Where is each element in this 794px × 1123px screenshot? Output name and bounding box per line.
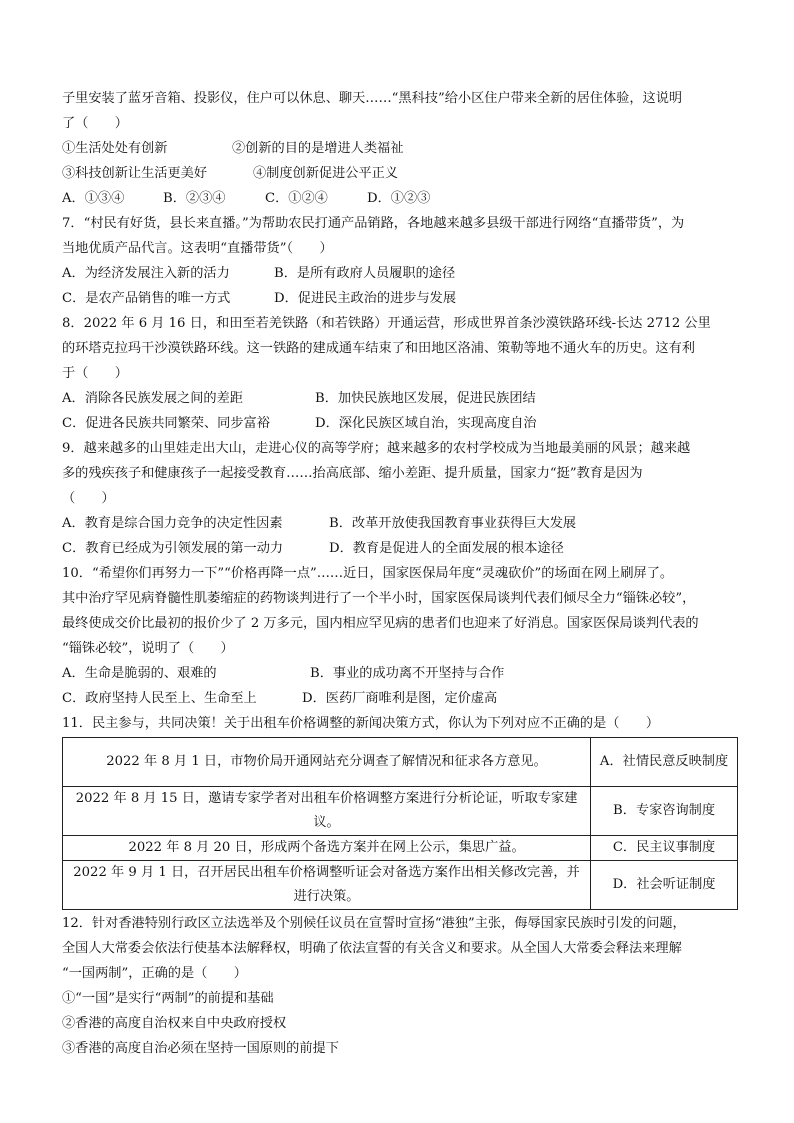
q9-stem-line1: 9．越来越多的山里娃走出大山，走进心仪的高等学府；越来越多的农村学校成为当地最美丽的风景；越来越 bbox=[62, 441, 691, 456]
q6-stem-line1: 子里安装了蓝牙音箱、投影仪，住户可以休息、聊天……“黑科技”给小区住户带来全新的居住体验，这说明 bbox=[62, 91, 683, 106]
q8-stem-line3: 于（ ） bbox=[62, 366, 128, 381]
q9-options-row1 bbox=[62, 511, 752, 536]
q6-options bbox=[62, 186, 752, 211]
q12-item-1: ①“一国”是实行“两制”的前提和基础 bbox=[62, 991, 274, 1006]
q8-option-a[interactable]: A．消除各民族发展之间的差距 bbox=[62, 391, 243, 406]
q9-stem-line3: （ ） bbox=[62, 491, 115, 506]
q6-item-3: ③科技创新让生活更美好 bbox=[62, 166, 208, 181]
q7-option-b[interactable]: B．是所有政府人员履职的途径 bbox=[274, 266, 456, 281]
q11-stem: 11．民主参与，共同决策！关于出租车价格调整的新闻决策方式，你认为下列对应不正确的是（ ） bbox=[62, 716, 660, 731]
q8-stem-line1: 8．2022 年 6 月 16 日，和田至若羌铁路（和若铁路）开通运营，形成世界首条沙漠铁路环线-长达 2712 公里 bbox=[62, 316, 711, 331]
q9-option-d[interactable]: D．教育是促进人的全面发展的根本途径 bbox=[329, 541, 564, 556]
q6-option-d[interactable]: D．①②③ bbox=[367, 191, 431, 206]
q7-stem-line2: 当地优质产品代言。这表明“直播带货”（ ） bbox=[62, 241, 333, 256]
q7-stem-line1: 7．“村民有好货，县长来直播。”为帮助农民打通产品销路，各地越来越多县级干部进行网络“直播带货”，为 bbox=[62, 216, 685, 231]
q8-option-d[interactable]: D．深化民族区域自治，实现高度自治 bbox=[315, 416, 537, 431]
q8-options-row1 bbox=[62, 386, 752, 411]
q6-item-1: ①生活处处有创新 bbox=[62, 141, 168, 156]
q8-option-b[interactable]: B．加快民族地区发展，促进民族团结 bbox=[315, 391, 536, 406]
q7-option-c[interactable]: C．是农产品销售的唯一方式 bbox=[62, 291, 231, 306]
q8-options-row2 bbox=[62, 411, 752, 436]
q6-item-4: ④制度创新促进公平正义 bbox=[253, 166, 399, 181]
table-row bbox=[63, 836, 738, 861]
q11-row2-option[interactable]: B．专家咨询制度 bbox=[591, 787, 738, 836]
q9-stem-line2: 多的残疾孩子和健康孩子一起接受教育……抬高底部、缩小差距、提升质量，国家力“挺”教育是因为 bbox=[62, 466, 643, 481]
q7-options-row1 bbox=[62, 261, 752, 286]
q10-options-row1 bbox=[62, 661, 752, 686]
q10-option-d[interactable]: D．医药厂商唯利是图，定价虚高 bbox=[302, 691, 498, 706]
q6-item-2: ②创新的目的是增进人类福祉 bbox=[232, 141, 404, 156]
q6-items-row2 bbox=[62, 161, 752, 186]
q12-stem-line2: 全国人大常委会依法行使基本法解释权，明确了依法宣誓的有关含义和要求。从全国人大常委会释法来理解 bbox=[62, 941, 682, 956]
q12-stem-line3: “一国两制”，正确的是（ ） bbox=[62, 966, 247, 981]
q11-row1-option[interactable]: A．社情民意反映制度 bbox=[591, 738, 738, 787]
q10-stem-line2: 其中治疗罕见病脊髓性肌萎缩症的药物谈判进行了一个半小时，国家医保局谈判代表们倾尽全力“锱铢必较”， bbox=[62, 591, 696, 606]
q10-option-c[interactable]: C．政府坚持人民至上、生命至上 bbox=[62, 691, 257, 706]
q11-row3-desc: 2022 年 8 月 20 日，形成两个备选方案并在网上公示，集思广益。 bbox=[63, 836, 591, 861]
q9-option-a[interactable]: A．教育是综合国力竞争的决定性因素 bbox=[62, 516, 283, 531]
q11-row4-desc: 2022 年 9 月 1 日，召开居民出租车价格调整听证会对备选方案作出相关修改完善，并进行决策。 bbox=[63, 861, 591, 910]
q11-row4-option[interactable]: D．社会听证制度 bbox=[591, 861, 738, 910]
q6-stem-line2: 了（ ） bbox=[62, 116, 128, 131]
q10-option-a[interactable]: A．生命是脆弱的、艰难的 bbox=[62, 666, 217, 681]
table-row bbox=[63, 787, 738, 836]
table-row bbox=[63, 861, 738, 910]
q6-option-c[interactable]: C．①②④ bbox=[265, 191, 328, 206]
q9-options-row2 bbox=[62, 536, 752, 561]
q10-options-row2 bbox=[62, 686, 752, 711]
q9-option-c[interactable]: C．教育已经成为引领发展的第一动力 bbox=[62, 541, 284, 556]
q6-items-row1 bbox=[62, 136, 752, 161]
q12-stem-line1: 12．针对香港特别行政区立法选举及个别候任议员在宣誓时宣扬“港独”主张，侮辱国家民族时引发的问题， bbox=[62, 916, 686, 931]
q8-stem-line2: 的环塔克拉玛干沙漠铁路环线。这一铁路的建成通车结束了和田地区洛浦、策勒等地不通火车的历史。这有利 bbox=[62, 341, 695, 356]
q6-option-b[interactable]: B．②③④ bbox=[163, 191, 226, 206]
q11-row1-desc: 2022 年 8 月 1 日，市物价局开通网站充分调查了解情况和征求各方意见。 bbox=[63, 738, 591, 787]
q6-option-a[interactable]: A．①③④ bbox=[62, 191, 125, 206]
q10-option-b[interactable]: B．事业的成功离不开坚持与合作 bbox=[310, 666, 505, 681]
q10-stem-line1: 10．“希望你们再努力一下”“价格再降一点”……近日，国家医保局年度“灵魂砍价”的场面在网上刷屏了。 bbox=[62, 566, 674, 581]
q12-item-3: ③香港的高度自治必须在坚持一国原则的前提下 bbox=[62, 1041, 339, 1056]
q7-option-d[interactable]: D．促进民主政治的进步与发展 bbox=[274, 291, 457, 306]
q7-options-row2 bbox=[62, 286, 752, 311]
q8-option-c[interactable]: C．促进各民族共同繁荣、同步富裕 bbox=[62, 416, 270, 431]
q11-row3-option[interactable]: C．民主议事制度 bbox=[591, 836, 738, 861]
q7-option-a[interactable]: A．为经济发展注入新的活力 bbox=[62, 266, 230, 281]
q11-table bbox=[62, 737, 738, 910]
q10-stem-line4: “锱铢必较”，说明了（ ） bbox=[62, 641, 234, 656]
q9-option-b[interactable]: B．改革开放使我国教育事业获得巨大发展 bbox=[329, 516, 577, 531]
q12-item-2: ②香港的高度自治权来自中央政府授权 bbox=[62, 1016, 287, 1031]
exam-page bbox=[62, 86, 752, 1061]
q11-row2-desc: 2022 年 8 月 15 日，邀请专家学者对出租车价格调整方案进行分析论证，听取专家建议。 bbox=[63, 787, 591, 836]
table-row bbox=[63, 738, 738, 787]
q10-stem-line3: 最终使成交价比最初的报价少了 2 万多元，国内相应罕见病的患者们也迎来了好消息。国家医保局谈判代表的 bbox=[62, 616, 699, 631]
